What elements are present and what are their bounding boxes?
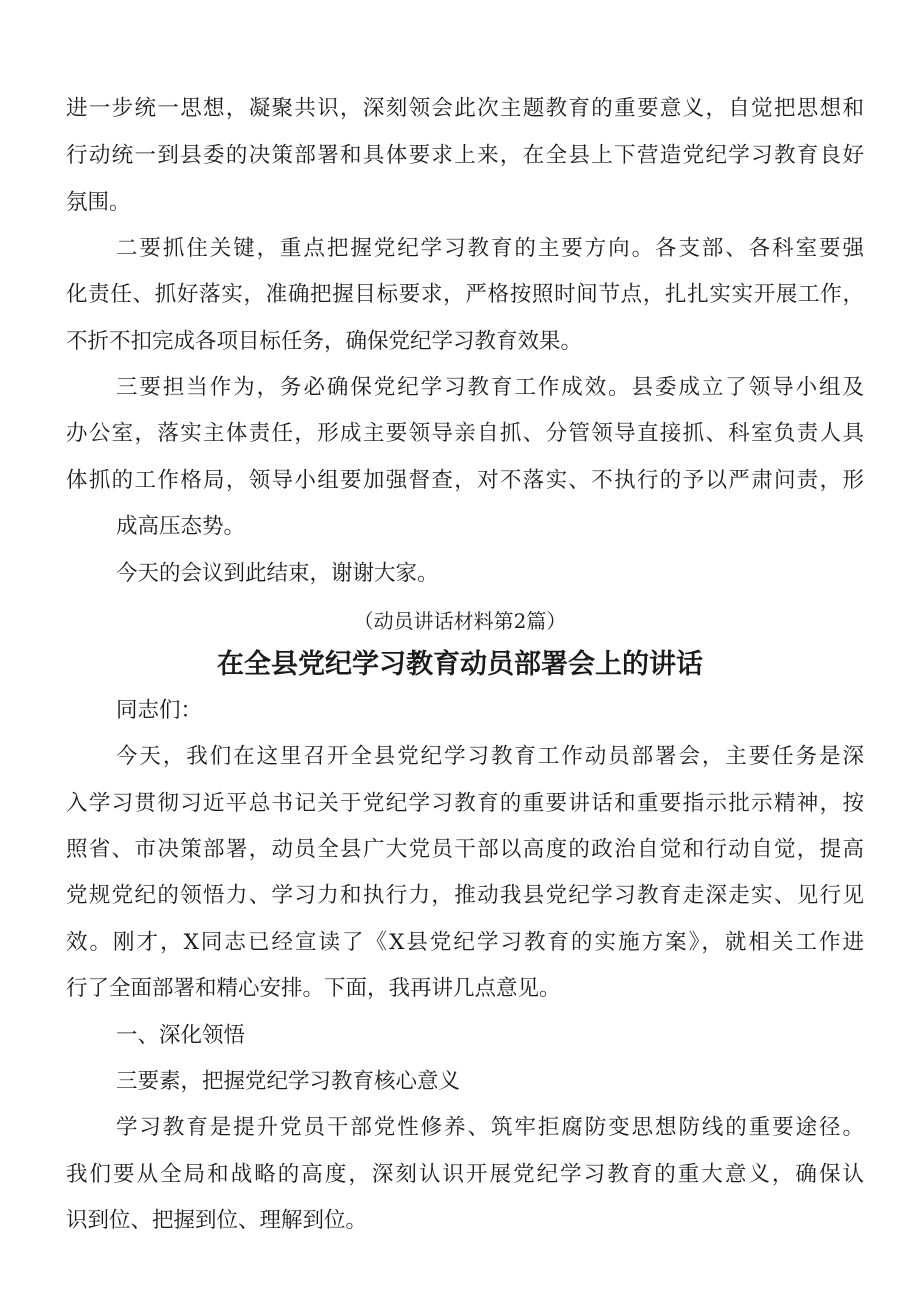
subsection-heading: 三要素，把握党纪学习教育核心意义 [116,1069,461,1094]
section-heading: 一、深化领悟 [116,1023,246,1048]
paragraph-line: 不折不扣完成各项目标任务，确保党纪学习教育效果。 [66,329,583,354]
paragraph-line: 入学习贯彻习近平总书记关于党纪学习教育的重要讲话和重要指示批示精神，按 [66,791,864,816]
closing-line: 今天的会议到此结束，谢谢大家。 [116,561,439,586]
paragraph-line: 进一步统一思想，凝聚共识，深刻领会此次主题教育的重要意义，自觉把思想和 [66,96,864,121]
salutation: 同志们： [116,698,203,723]
paragraph-line: 识到位、把握到位、理解到位。 [66,1208,368,1233]
paragraph-line: 行动统一到县委的决策部署和具体要求上来，在全县上下营造党纪学习教育良好 [66,143,864,168]
paragraph-line: 效。刚才，X同志已经宣读了《X县党纪学习教育的实施方案》，就相关工作进 [66,930,864,955]
paragraph-line: 成高压态势。 [116,514,246,539]
paragraph-line: 二要抓住关键，重点把握党纪学习教育的主要方向。各支部、各科室要强 [116,236,864,261]
paragraph-line: 行了全面部署和精心安排。下面，我再讲几点意见。 [66,976,561,1001]
section-subtitle: （动员讲话材料第2篇） [353,609,567,633]
page-title: 在全县党纪学习教育动员部署会上的讲话 [217,649,703,680]
paragraph-line: 体抓的工作格局，领导小组要加强督查，对不落实、不执行的予以严肃问责，形 [66,468,864,493]
paragraph-line: 我们要从全局和战略的高度，深刻认识开展党纪学习教育的重大意义，确保认 [66,1162,864,1187]
paragraph-line: 三要担当作为，务必确保党纪学习教育工作成效。县委成立了领导小组及 [116,375,864,400]
paragraph-line: 化责任、抓好落实，准确把握目标要求，严格按照时间节点，扎扎实实开展工作， [66,282,864,307]
paragraph-line: 党规党纪的领悟力、学习力和执行力，推动我县党纪学习教育走深走实、见行见 [66,883,864,908]
paragraph-line: 氛围。 [66,190,131,215]
paragraph-line: 学习教育是提升党员干部党性修养、筑牢拒腐防变思想防线的重要途径。 [116,1115,864,1140]
paragraph-line: 照省、市决策部署，动员全县广大党员干部以高度的政治自觉和行动自觉，提高 [66,837,864,862]
paragraph-line: 办公室，落实主体责任，形成主要领导亲自抓、分管领导直接抓、科室负责人具 [66,421,864,446]
paragraph-line: 今天，我们在这里召开全县党纪学习教育工作动员部署会，主要任务是深 [116,744,864,769]
